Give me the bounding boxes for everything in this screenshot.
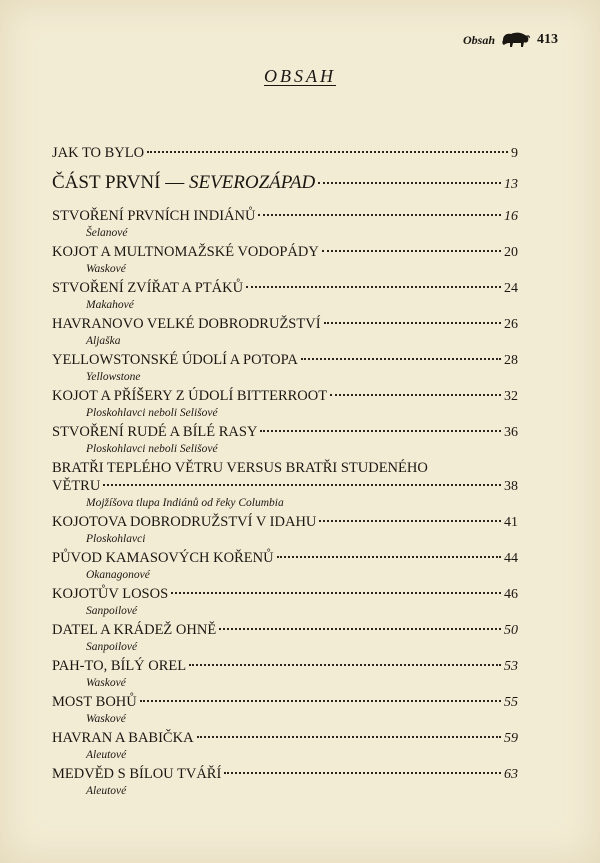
toc-entry-title: MEDVĚD S BÍLOU TVÁŘÍ bbox=[52, 766, 222, 782]
toc-entry-tribe: Waskové bbox=[86, 713, 126, 725]
toc-entry-title: KOJOTOVA DOBRODRUŽSTVÍ V IDAHU bbox=[52, 514, 317, 530]
leader-dots bbox=[322, 250, 501, 252]
toc-entry-tribe: Ploskohlavci bbox=[86, 533, 146, 545]
part-heading-title bbox=[52, 171, 315, 195]
toc-entry-tribe: Makahové bbox=[86, 299, 134, 311]
toc-entry-title: DATEL A KRÁDEŽ OHNĚ bbox=[52, 622, 217, 638]
leader-dots bbox=[140, 700, 501, 702]
toc-entry[interactable] bbox=[52, 315, 518, 348]
toc-entry[interactable] bbox=[52, 207, 518, 240]
buffalo-icon bbox=[501, 31, 531, 49]
running-header-section: Obsah bbox=[462, 32, 495, 47]
toc-entry-tribe: Sanpoilové bbox=[86, 641, 138, 653]
toc-entry[interactable] bbox=[52, 279, 518, 312]
toc-entry-page: 53 bbox=[504, 659, 518, 674]
leader-dots bbox=[277, 556, 501, 558]
leader-dots bbox=[318, 182, 501, 184]
leader-dots bbox=[319, 520, 501, 522]
leader-dots bbox=[330, 394, 501, 396]
toc-entry-title: HAVRAN A BABIČKA bbox=[52, 730, 194, 746]
toc-entry[interactable] bbox=[52, 729, 518, 762]
toc-entry-page: 59 bbox=[504, 731, 518, 746]
toc-entry-title: STVOŘENÍ PRVNÍCH INDIÁNŮ bbox=[52, 208, 256, 224]
toc-entry[interactable] bbox=[52, 423, 518, 456]
toc-entry-tribe: Sanpoilové bbox=[86, 605, 138, 617]
toc-entry[interactable] bbox=[52, 351, 518, 384]
leader-dots bbox=[189, 664, 501, 666]
leader-dots bbox=[301, 358, 501, 360]
toc-entry-tribe: Mojžíšova tlupa Indiánů od řeky Columbia bbox=[86, 497, 284, 509]
toc-entry[interactable] bbox=[52, 621, 518, 654]
toc-entry-title: PŮVOD KAMASOVÝCH KOŘENŮ bbox=[52, 550, 274, 566]
toc-entry-page: 55 bbox=[504, 695, 518, 710]
toc-entry-page: 20 bbox=[504, 245, 518, 260]
toc-entry-page: 28 bbox=[504, 353, 518, 368]
toc-entry-tribe: Waskové bbox=[86, 677, 126, 689]
leader-dots bbox=[224, 772, 501, 774]
running-header bbox=[463, 31, 558, 49]
toc-entry-title: STVOŘENÍ RUDÉ A BÍLÉ RASY bbox=[52, 424, 258, 440]
leader-dots bbox=[324, 322, 501, 324]
toc-entry-tribe: Okanagonové bbox=[86, 569, 150, 581]
toc-entry-title: JAK TO BYLO bbox=[52, 145, 145, 161]
leader-dots bbox=[258, 214, 501, 216]
toc-entry-title-line1: BRATŘI TEPLÉHO VĚTRU VERSUS BRATŘI STUDENÉHO bbox=[52, 460, 428, 476]
toc-entry-page: 38 bbox=[504, 479, 518, 494]
toc-entry-title: MOST BOHŮ bbox=[52, 694, 137, 710]
toc-entry-title: KOJOT A PŘÍŠERY Z ÚDOLÍ BITTERROOT bbox=[52, 388, 328, 404]
toc-entry-title: YELLOWSTONSKÉ ÚDOLÍ A POTOPA bbox=[52, 352, 298, 368]
toc-entry-page: 26 bbox=[504, 317, 518, 332]
toc-entry[interactable] bbox=[52, 693, 518, 726]
toc-entry[interactable] bbox=[52, 585, 518, 618]
table-of-contents bbox=[52, 144, 518, 801]
toc-entry[interactable] bbox=[52, 144, 518, 163]
toc-entry-page: 24 bbox=[504, 281, 518, 296]
toc-entry-tribe: Aleutové bbox=[86, 785, 127, 797]
toc-entry-title: KOJOT A MULTNOMAŽSKÉ VODOPÁDY bbox=[52, 244, 319, 260]
toc-entry-tribe: Ploskohlavci neboli Selišové bbox=[86, 443, 218, 455]
toc-entry-title: KOJOTŮV LOSOS bbox=[52, 586, 169, 602]
toc-entry[interactable] bbox=[52, 459, 518, 510]
toc-entry[interactable] bbox=[52, 513, 518, 546]
toc-entry-title: STVOŘENÍ ZVÍŘAT A PTÁKŮ bbox=[52, 280, 244, 296]
toc-entry-tribe: Ploskohlavci neboli Selišové bbox=[86, 407, 218, 419]
toc-entry-page: 9 bbox=[511, 146, 518, 161]
toc-entry-page: 41 bbox=[504, 515, 518, 530]
leader-dots bbox=[147, 151, 508, 153]
toc-entry-tribe: Šelanové bbox=[86, 227, 128, 239]
toc-entry[interactable] bbox=[52, 243, 518, 276]
part-heading-region: SEVEROZÁPAD bbox=[188, 172, 316, 193]
toc-entry[interactable] bbox=[52, 387, 518, 420]
toc-entry-page: 36 bbox=[504, 425, 518, 440]
toc-entry-page: 44 bbox=[504, 551, 518, 566]
toc-entry-tribe: Aleutové bbox=[86, 749, 127, 761]
part-heading-prefix: ČÁST PRVNÍ — bbox=[52, 172, 189, 193]
toc-entry-page: 46 bbox=[504, 587, 518, 602]
toc-entry-page: 50 bbox=[504, 623, 518, 638]
toc-title: OBSAH bbox=[264, 66, 336, 86]
leader-dots bbox=[103, 484, 501, 486]
toc-entry[interactable] bbox=[52, 549, 518, 582]
toc-entry-title: PAH-TO, BÍLÝ OREL bbox=[52, 658, 187, 674]
page-number: 413 bbox=[537, 32, 558, 47]
toc-entry-tribe: Waskové bbox=[86, 263, 126, 275]
toc-entry-page: 32 bbox=[504, 389, 518, 404]
toc-entry-title: VĚTRU bbox=[52, 478, 101, 494]
toc-entry-page: 63 bbox=[504, 767, 518, 782]
toc-entry-page: 16 bbox=[504, 209, 518, 224]
leader-dots bbox=[171, 592, 501, 594]
toc-entry-tribe: Aljaška bbox=[86, 335, 121, 347]
leader-dots bbox=[197, 736, 501, 738]
leader-dots bbox=[219, 628, 501, 630]
toc-entry-tribe: Yellowstone bbox=[86, 371, 141, 383]
toc-entry-page: 13 bbox=[504, 177, 518, 192]
toc-entry[interactable] bbox=[52, 765, 518, 798]
leader-dots bbox=[260, 430, 501, 432]
leader-dots bbox=[246, 286, 501, 288]
toc-part-heading[interactable] bbox=[52, 171, 518, 197]
toc-entry[interactable] bbox=[52, 657, 518, 690]
toc-entry-title: HAVRANOVO VELKÉ DOBRODRUŽSTVÍ bbox=[52, 316, 321, 332]
